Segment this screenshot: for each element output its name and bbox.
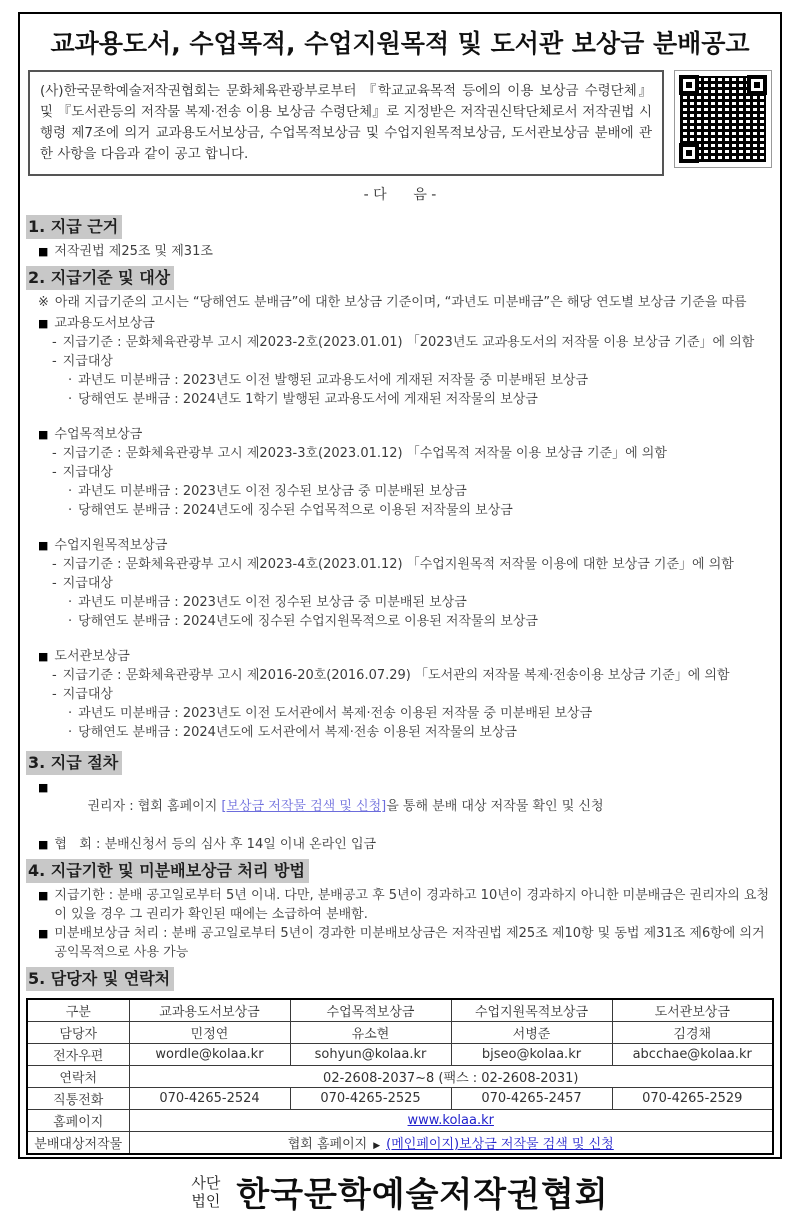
dash-bullet-icon: - (52, 668, 57, 683)
section1-item (26, 242, 774, 261)
table-row-manager (27, 1022, 773, 1044)
table-cell: 070-4265-2525 (290, 1088, 451, 1110)
compensation-block-class-support (26, 536, 774, 631)
org-type-label (191, 1174, 220, 1210)
block-title-line (26, 536, 774, 555)
table-cell: 070-4265-2529 (612, 1088, 773, 1110)
col-header-class-support: 수업지원목적보상금 (451, 999, 612, 1022)
reference-mark-icon: ※ (38, 295, 49, 310)
square-bullet-icon: ■ (38, 781, 49, 794)
section1-item-text: 저작권법 제25조 및 제31조 (54, 244, 213, 259)
col-header-type: 구분 (27, 999, 129, 1022)
table-cell: abcchae@kolaa.kr (612, 1044, 773, 1066)
table-row-works (27, 1132, 773, 1155)
org-type-line2: 법인 (191, 1191, 221, 1210)
table-cell-span: 02-2608-2037~8 (팩스 : 02-2608-2031) (129, 1066, 773, 1088)
works-search-link[interactable]: (메인페이지)보상금 저작물 검색 및 신청 (386, 1137, 614, 1152)
block-title-line (26, 314, 774, 333)
table-cell-span (129, 1132, 773, 1155)
section4-item1-text: 지급기한 : 분배 공고일로부터 5년 이내. 다만, 분배공고 후 5년이 경과하고 10년이 경과하지 아니한 미분배금은 권리자의 요청이 있을 경우 그 권리가 확인된 때에는 소급하여 분배함. (54, 888, 770, 922)
dot-bullet-icon: · (68, 725, 73, 740)
table-cell: 070-4265-2457 (451, 1088, 612, 1110)
square-bullet-icon: ■ (38, 317, 49, 330)
block-past-text: 과년도 미분배금 : 2023년도 이전 발행된 교과용도서에 게재된 저작물 중 미분배된 보상금 (78, 373, 589, 388)
footer-org (26, 1167, 774, 1216)
block-past-text: 과년도 미분배금 : 2023년도 이전 도서관에서 복제·전송 이용된 저작물 중 미분배된 보상금 (78, 706, 593, 721)
block-target-label: 지급대상 (62, 465, 113, 480)
section-2 (26, 261, 774, 742)
daeum-divider: - 다 음 - (363, 187, 437, 203)
table-cell: bjseo@kolaa.kr (451, 1044, 612, 1066)
qr-finder-bottom-left (679, 143, 699, 163)
page-title: 교과용도서, 수업목적, 수업지원목적 및 도서관 보상금 분배공고 (50, 29, 750, 58)
block-past-line (26, 593, 774, 612)
compensation-block-library (26, 647, 774, 742)
section2-note (26, 293, 774, 312)
block-past-line (26, 371, 774, 390)
block-standard-text: 지급기준 : 문화체육관광부 고시 제2016-20호(2016.07.29) 「도서관의 저작물 복제·전송이용 보상금 기준」에 의함 (62, 668, 730, 683)
dot-bullet-icon: · (68, 595, 73, 610)
section1-heading: 1. 지급 근거 (26, 215, 122, 239)
square-bullet-icon: ■ (38, 650, 49, 663)
table-cell: wordle@kolaa.kr (129, 1044, 290, 1066)
dash-bullet-icon: - (52, 335, 57, 350)
block-title-line (26, 647, 774, 666)
block-current-line (26, 612, 774, 631)
table-row-contact (27, 1066, 773, 1088)
block-target-line (26, 574, 774, 593)
intro-row (28, 70, 772, 176)
section-4 (26, 854, 774, 962)
block-past-text: 과년도 미분배금 : 2023년도 이전 징수된 보상금 중 미분배된 보상금 (78, 484, 467, 499)
table-cell: 서병준 (451, 1022, 612, 1044)
works-prefix: 협회 홈페이지 (287, 1137, 368, 1152)
section4-item1 (26, 886, 774, 924)
dot-bullet-icon: · (68, 392, 73, 407)
table-cell: sohyun@kolaa.kr (290, 1044, 451, 1066)
col-header-library: 도서관보상금 (612, 999, 773, 1022)
arrow-right-icon: ▶ (373, 1141, 381, 1151)
section5-heading: 5. 담당자 및 연락처 (26, 967, 174, 991)
table-cell-span (129, 1110, 773, 1132)
block-current-line (26, 501, 774, 520)
square-bullet-icon: ■ (38, 539, 49, 552)
dash-bullet-icon: - (52, 576, 57, 591)
block-title-line (26, 425, 774, 444)
block-standard-text: 지급기준 : 문화체육관광부 고시 제2023-2호(2023.01.01) 「2023년도 교과용도서의 저작물 이용 보상금 기준」에 의함 (62, 335, 755, 350)
col-header-textbook: 교과용도서보상금 (129, 999, 290, 1022)
section3-line1-suffix: 을 통해 분배 대상 저작물 확인 및 신청 (386, 799, 604, 814)
block-current-text: 당해연도 분배금 : 2024년도에 도서관에서 복제·전송 이용된 저작물의 보상금 (78, 725, 517, 740)
section4-heading: 4. 지급기한 및 미분배보상금 처리 방법 (26, 859, 309, 883)
section4-item2 (26, 924, 774, 962)
square-bullet-icon: ■ (38, 927, 49, 940)
block-target-label: 지급대상 (62, 576, 113, 591)
square-bullet-icon: ■ (38, 889, 49, 902)
dash-bullet-icon: - (52, 354, 57, 369)
dot-bullet-icon: · (68, 706, 73, 721)
block-standard-line (26, 444, 774, 463)
org-type-line1: 사단 (191, 1173, 221, 1192)
block-standard-text: 지급기준 : 문화체육관광부 고시 제2023-4호(2023.01.12) 「수업지원목적 저작물 이용에 대한 보상금 기준」에 의함 (62, 557, 734, 572)
block-title: 수업목적보상금 (54, 427, 143, 442)
qr-finder-top-right (747, 75, 767, 95)
notice-page (18, 12, 782, 1215)
square-bullet-icon: ■ (38, 838, 49, 851)
table-cell: 김경채 (612, 1022, 773, 1044)
block-past-line (26, 482, 774, 501)
section-3 (26, 746, 774, 854)
contact-table (26, 998, 774, 1155)
qr-code-icon (674, 70, 772, 168)
block-standard-line (26, 333, 774, 352)
block-current-text: 당해연도 분배금 : 2024년도 1학기 발행된 교과용도서에 게재된 저작물의 보상금 (78, 392, 538, 407)
compensation-block-class (26, 425, 774, 520)
block-standard-line (26, 555, 774, 574)
table-row-homepage (27, 1110, 773, 1132)
org-name: 한국문학예술저작권협회 (236, 1175, 609, 1215)
section4-item2-text: 미분배보상금 처리 : 분배 공고일로부터 5년이 경과한 미분배보상금은 저작권법 제25조 제10항 및 동법 제31조 제6항에 의거 공익목적으로 사용 가능 (54, 926, 769, 960)
block-past-line (26, 704, 774, 723)
section3-line1-prefix: 권리자 : 협회 홈페이지 (87, 799, 222, 814)
block-target-label: 지급대상 (62, 354, 113, 369)
section3-heading: 3. 지급 절차 (26, 751, 122, 775)
block-standard-line (26, 666, 774, 685)
square-bullet-icon: ■ (38, 428, 49, 441)
dot-bullet-icon: · (68, 503, 73, 518)
block-title: 수업지원목적보상금 (54, 538, 168, 553)
dash-bullet-icon: - (52, 465, 57, 480)
block-standard-text: 지급기준 : 문화체육관광부 고시 제2023-3호(2023.01.12) 「수업목적 저작물 이용 보상금 기준」에 의함 (62, 446, 667, 461)
dot-bullet-icon: · (68, 484, 73, 499)
section3-line2-text: 협 회 : 분배신청서 등의 심사 후 14일 이내 온라인 입금 (54, 837, 377, 852)
table-row-email (27, 1044, 773, 1066)
section2-heading: 2. 지급기준 및 대상 (26, 266, 174, 290)
compensation-block-textbook (26, 314, 774, 409)
section-1 (26, 210, 774, 261)
block-target-label: 지급대상 (62, 687, 113, 702)
table-cell: 민정연 (129, 1022, 290, 1044)
row-label: 분배대상저작물 (27, 1132, 129, 1155)
section3-line2 (26, 835, 774, 854)
intro-paragraph: (사)한국문학예술저작권협회는 문화체육관광부로부터 『학교교육목적 등에의 이용 보상금 수령단체』 및 『도서관등의 저작물 복제·전송 이용 보상금 수령단체』로 지정받은 저작권신탁단체로서 저작권법 시행령 제7조에 의거 교과용도서보상금, 수업목적보상금 및 수업지원목적보상금, 도서관보상금 분배에 관한 사항을 다음과 같이 공고 합니다. (28, 70, 664, 176)
dash-bullet-icon: - (52, 446, 57, 461)
section3-line1 (26, 778, 774, 835)
block-current-line (26, 390, 774, 409)
qr-finder-top-left (679, 75, 699, 95)
dash-bullet-icon: - (52, 557, 57, 572)
table-header-row (27, 999, 773, 1022)
block-current-line (26, 723, 774, 742)
section-5 (26, 962, 774, 1155)
block-target-line (26, 685, 774, 704)
dot-bullet-icon: · (68, 373, 73, 388)
table-cell: 070-4265-2524 (129, 1088, 290, 1110)
row-label: 직통전화 (27, 1088, 129, 1110)
compensation-search-apply-link[interactable]: [보상금 저작물 검색 및 신청] (221, 799, 387, 814)
table-cell: 유소현 (290, 1022, 451, 1044)
dash-bullet-icon: - (52, 687, 57, 702)
block-title: 교과용도서보상금 (54, 316, 155, 331)
block-current-text: 당해연도 분배금 : 2024년도에 징수된 수업지원목적으로 이용된 저작물의 보상금 (78, 614, 538, 629)
block-current-text: 당해연도 분배금 : 2024년도에 징수된 수업목적으로 이용된 저작물의 보상금 (78, 503, 513, 518)
col-header-class: 수업목적보상금 (290, 999, 451, 1022)
table-row-direct-phone (27, 1088, 773, 1110)
row-label: 담당자 (27, 1022, 129, 1044)
square-bullet-icon: ■ (38, 245, 49, 258)
section2-note-text: 아래 지급기준의 고시는 “당해연도 분배금”에 대한 보상금 기준이며, “과년도 미분배금”은 해당 연도별 보상금 기준을 따름 (54, 295, 747, 310)
row-label: 연락처 (27, 1066, 129, 1088)
homepage-link[interactable]: www.kolaa.kr (407, 1113, 494, 1128)
block-title: 도서관보상금 (54, 649, 130, 664)
block-past-text: 과년도 미분배금 : 2023년도 이전 징수된 보상금 중 미분배된 보상금 (78, 595, 467, 610)
block-target-line (26, 463, 774, 482)
dot-bullet-icon: · (68, 614, 73, 629)
block-target-line (26, 352, 774, 371)
row-label: 홈페이지 (27, 1110, 129, 1132)
row-label: 전자우편 (27, 1044, 129, 1066)
